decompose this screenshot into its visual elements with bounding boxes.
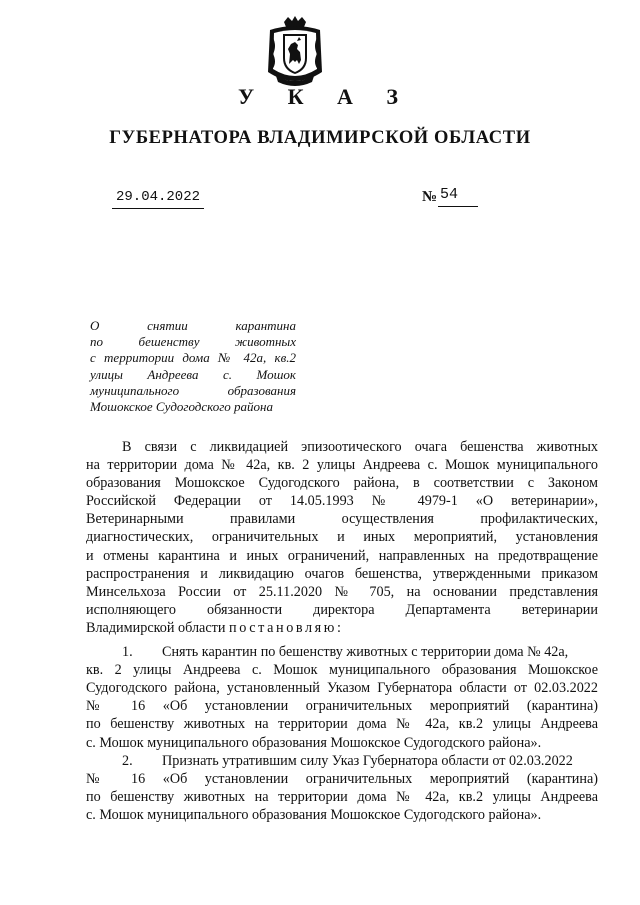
- decree-verb: постановляю: [229, 619, 338, 636]
- text-line: образования Мошокское Судогодского района, в соответствии с Законом: [86, 475, 598, 492]
- text-line: № 16 «Об установлении ограничительных мероприятий (карантина): [86, 698, 598, 715]
- subject-line: О снятии карантина: [90, 318, 296, 333]
- text-line: Минсельхоза России от 25.11.2020 № 705, на основании представления: [86, 583, 598, 600]
- text-line: Судогодского района, установленный Указом Губернатора области от 02.03.2022: [86, 680, 598, 697]
- text-line: Владимирской области постановляю:: [86, 619, 341, 636]
- text-line: 1. Снять карантин по бешенству животных с территории дома № 42а,: [122, 644, 569, 661]
- document-subject: [90, 318, 296, 415]
- preamble-paragraph: [86, 438, 598, 637]
- subject-line: с территории дома № 42а, кв.2: [90, 350, 296, 366]
- item-1-paragraph: [86, 643, 598, 752]
- text-line: Ветеринарными правилами осуществления профилактических,: [86, 511, 598, 528]
- text-line: на территории дома № 42а, кв. 2 улицы Андреева с. Мошок муниципального: [86, 457, 598, 474]
- text-line: и отмены карантина и иных ограничений, направленных на предотвращение: [86, 547, 598, 564]
- subject-line: муниципального образования: [90, 382, 296, 398]
- document-number: 54: [440, 186, 459, 203]
- issuer-title: ГУБЕРНАТОРА ВЛАДИМИРСКОЙ ОБЛАСТИ: [109, 128, 531, 148]
- subject-line: Мошокское Судогодского района: [90, 399, 274, 415]
- document-body: [86, 438, 598, 824]
- text-line: по бешенству животных на территории дома № 42а, кв.2 улицы Андреева: [86, 788, 598, 805]
- text-line: № 16 «Об установлении ограничительных мероприятий (карантина): [86, 770, 598, 787]
- item-number: 1.: [122, 644, 133, 661]
- document-type-title: У К А З: [237, 84, 413, 109]
- subject-line: по бешенству животных: [90, 334, 296, 350]
- text-line: диагностических, ограничительных и иных мероприятий, установления: [86, 529, 598, 546]
- text-line: исполняющего обязанности директора Департамента ветеринарии: [86, 601, 598, 618]
- text-line: с. Мошок муниципального образования Мошокское Судогодского района».: [86, 806, 542, 823]
- item-2-paragraph: [86, 752, 598, 824]
- text-line: распространения и ликвидацию очагов бешенства, утвержденными приказом: [86, 565, 598, 582]
- item-number: 2.: [122, 752, 133, 769]
- text-line: с. Мошок муниципального образования Мошокское Судогодского района».: [86, 734, 542, 751]
- text-line: 2. Признать утратившим силу Указ Губернатора области от 02.03.2022: [122, 752, 573, 769]
- date-underline: [112, 208, 204, 209]
- text-line: В связи с ликвидацией эпизоотического очага бешенства животных: [122, 439, 598, 455]
- text-line: кв. 2 улицы Андреева с. Мошок муниципального образования Мошокское: [86, 662, 598, 679]
- text-line: Российской Федерации от 14.05.1993 № 4979-1 «О ветеринарии»,: [86, 493, 598, 510]
- subject-line: улицы Андреева с. Мошок: [90, 366, 296, 382]
- number-underline: [438, 206, 478, 207]
- vladimir-coat-of-arms-icon: [262, 16, 328, 90]
- text-line: по бешенству животных на территории дома № 42а, кв.2 улицы Андреева: [86, 716, 598, 733]
- document-date: 29.04.2022: [116, 189, 201, 205]
- number-label: №: [422, 189, 438, 205]
